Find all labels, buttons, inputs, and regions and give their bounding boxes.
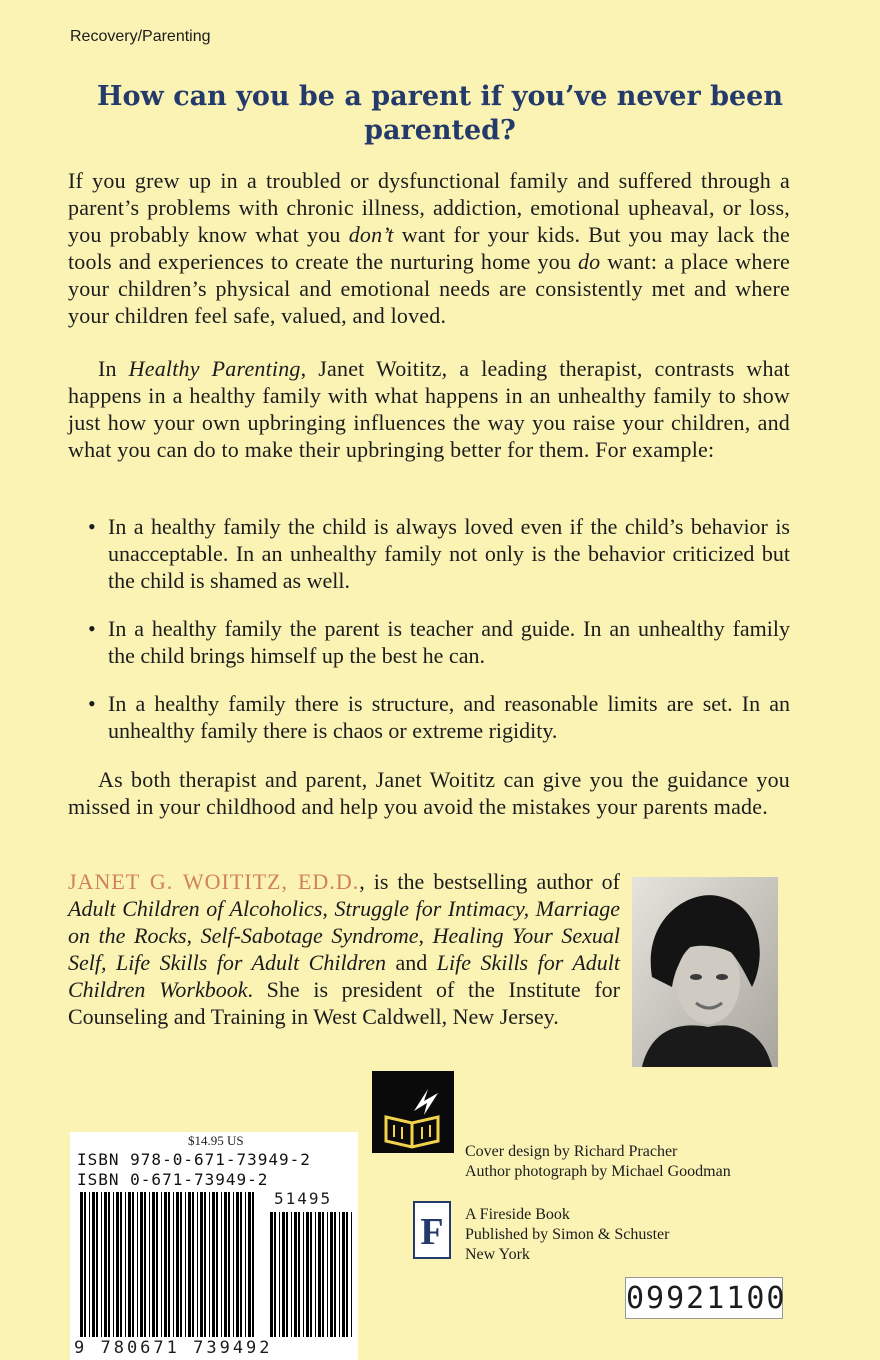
headline: How can you be a parent if you’ve never been parented? <box>97 81 783 146</box>
photo-credit: Author photograph by Michael Goodman <box>465 1163 731 1180</box>
fireside-logo-letter: F <box>420 1211 444 1253</box>
publisher-line-1: A Fireside Book <box>465 1206 570 1223</box>
author-photo <box>632 877 778 1067</box>
publisher-info <box>465 1205 669 1265</box>
bio-text-2: and <box>386 950 437 975</box>
list-item-text: In a healthy family there is structure, and reasonable limits are set. In an unhealthy family there is chaos or extreme rigidity. <box>108 691 790 743</box>
bullet-icon: • <box>88 691 96 716</box>
list-item-text: In a healthy family the child is always loved even if the child’s behavior is unacceptable. In an unhealthy family not only is the behavior criticized but the child is shamed as well. <box>108 514 790 593</box>
examples-list <box>88 513 790 765</box>
intro-emphasis-dont: don’t <box>348 222 394 247</box>
list-item <box>88 615 790 669</box>
inventory-code: 09921100 <box>625 1277 783 1319</box>
list-item-text: In a healthy family the parent is teacher and guide. In an unhealthy family the child brings himself up the best he can. <box>108 616 790 668</box>
publisher-line-2: Published by Simon & Schuster <box>465 1226 670 1243</box>
price-code: 51495 <box>274 1189 333 1208</box>
author-bio <box>68 868 620 1030</box>
list-item <box>88 690 790 744</box>
bio-text-3: . She is president of the Institute for Counseling and Training in West Caldwell, New Jersey. <box>68 977 620 1029</box>
bullet-icon: • <box>88 616 96 641</box>
list-item <box>88 513 790 594</box>
intro-text-1: If you grew up in a troubled or dysfunctional family and suffered through a parent’s problems with chronic illness, addiction, emotional upheaval, or loss, you probably know what you <box>68 168 790 247</box>
description-text-2: , Janet Woititz, a leading therapist, contrasts what happens in a healthy family with what happens in an unhealthy family to show just how your own upbringing influences the way you raise your children, and what you can do to make their upbringing better for them. For example: <box>68 356 790 462</box>
description-paragraph <box>68 355 790 463</box>
closing-paragraph: As both therapist and parent, Janet Woititz can give you the guidance you missed in your childhood and help you avoid the mistakes your parents made. <box>68 767 790 819</box>
fireside-logo-icon <box>412 1200 452 1260</box>
book-title: Healthy Parenting <box>128 356 301 381</box>
ean-digits: 9 780671 739492 <box>74 1338 273 1358</box>
book-last: Life Skills for Adult Children Workbook <box>68 950 620 1002</box>
credits <box>465 1142 731 1182</box>
bullet-icon: • <box>88 514 96 539</box>
bio-text-1: , is the bestselling author of <box>359 869 621 894</box>
publisher-line-3: New York <box>465 1246 530 1263</box>
cover-design-credit: Cover design by Richard Pracher <box>465 1143 678 1160</box>
book-list: Adult Children of Alcoholics, Struggle for Intimacy, Marriage on the Rocks, Self-Sabotage Syndrome, Healing Your Sexual Self, Life Skills for Adult Children <box>68 896 620 975</box>
barcode-panel <box>70 1132 358 1360</box>
price-label: $14.95 US <box>188 1133 244 1148</box>
isbn13-label: ISBN 978-0-671-73949-2 <box>77 1150 311 1169</box>
intro-paragraph <box>68 167 790 329</box>
author-name: JANET G. WOITITZ, ED.D. <box>68 869 360 894</box>
book-logo-icon <box>372 1071 454 1153</box>
description-text-1: In <box>98 356 129 381</box>
intro-emphasis-do: do <box>577 249 601 274</box>
category-label: Recovery/Parenting <box>70 28 211 45</box>
isbn10-label: ISBN 0-671-73949-2 <box>77 1170 269 1189</box>
intro-text-2: want for your kids. But you may lack the tools and experiences to create the nurturing home you <box>68 222 790 274</box>
intro-text-3: want: a place where your children’s physical and emotional needs are consistently met and where your children feel safe, valued, and loved. <box>68 249 790 328</box>
